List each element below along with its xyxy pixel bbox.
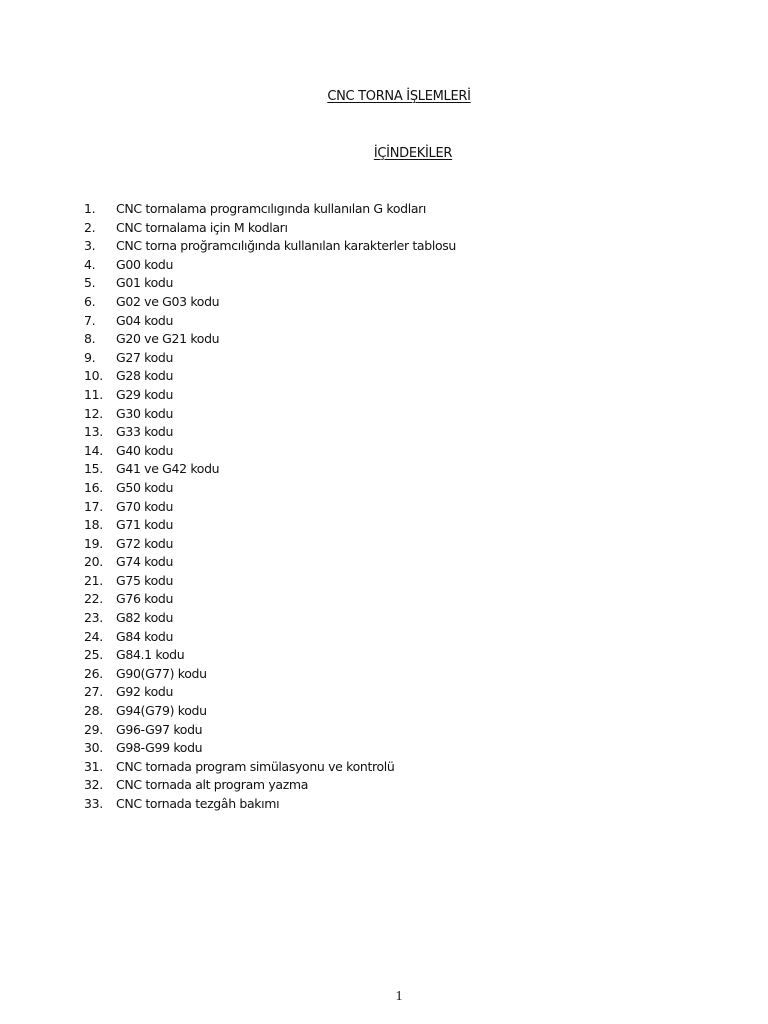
toc-item — [84, 312, 456, 331]
toc-item-number: 33. — [84, 796, 103, 811]
page-number: 1 — [395, 989, 403, 1004]
toc-item — [84, 739, 456, 758]
toc-item — [84, 423, 456, 442]
toc-item-text: G74 kodu — [116, 554, 174, 570]
toc-item-text: G28 kodu — [116, 368, 174, 384]
toc-item — [84, 479, 456, 498]
toc-item — [84, 758, 456, 777]
toc-item — [84, 665, 456, 684]
toc-item-text: G41 ve G42 kodu — [116, 461, 220, 477]
toc-item — [84, 553, 456, 572]
toc-item — [84, 498, 456, 517]
toc-item-number: 5. — [84, 275, 96, 291]
toc-item — [84, 776, 456, 795]
toc-item-text: G84.1 kodu — [116, 647, 185, 663]
toc-item — [84, 646, 456, 665]
toc-item-text: G00 kodu — [116, 256, 174, 272]
toc-item-number: 13. — [84, 424, 103, 440]
toc-item-text: G96-G97 kodu — [116, 721, 203, 737]
toc-item-number: 25. — [84, 647, 103, 663]
toc-item-number: 20. — [84, 554, 103, 570]
toc-item — [84, 405, 456, 424]
toc-item-text: G50 kodu — [116, 479, 174, 495]
toc-heading: İÇİNDEKİLER — [373, 146, 453, 161]
toc-item — [84, 460, 456, 479]
toc-item-text: G70 kodu — [116, 498, 174, 514]
toc-item — [84, 535, 456, 554]
toc-item-number: 24. — [84, 628, 103, 644]
toc-item-text: G84 kodu — [116, 628, 174, 644]
toc-item-number: 1. — [84, 201, 96, 216]
toc-item — [84, 293, 456, 312]
toc-item — [84, 274, 456, 293]
toc-item-number: 32. — [84, 777, 103, 793]
toc-item — [84, 572, 456, 591]
toc-item-text: CNC tornada program simülasyonu ve kontrolü — [116, 758, 395, 774]
toc-item — [84, 795, 456, 814]
table-of-contents — [84, 200, 456, 814]
toc-item-number: 16. — [84, 479, 103, 495]
document-title: CNC TORNA İŞLEMLERİ — [327, 89, 471, 104]
toc-item — [84, 516, 456, 535]
toc-item — [84, 702, 456, 721]
toc-item-text: G01 kodu — [116, 275, 174, 291]
toc-item-number: 17. — [84, 498, 103, 514]
toc-item-number: 12. — [84, 405, 103, 421]
toc-item-text: G92 kodu — [116, 684, 174, 700]
toc-item — [84, 721, 456, 740]
toc-item-number: 29. — [84, 721, 103, 737]
toc-item-text: G33 kodu — [116, 424, 174, 440]
toc-item-text: CNC tornada tezgâh bakımı — [116, 796, 280, 811]
toc-item-number: 28. — [84, 703, 103, 719]
toc-item-text: G76 kodu — [116, 591, 174, 607]
toc-item-number: 30. — [84, 740, 103, 756]
toc-item-number: 18. — [84, 517, 103, 533]
toc-item-text: G40 kodu — [116, 442, 174, 458]
toc-item-text: G02 ve G03 kodu — [116, 293, 220, 309]
toc-item-number: 10. — [84, 368, 103, 384]
toc-item-number: 4. — [84, 256, 96, 272]
toc-item-text: G82 kodu — [116, 610, 174, 626]
toc-item — [84, 609, 456, 628]
toc-item-number: 27. — [84, 684, 103, 700]
toc-item — [84, 237, 456, 256]
toc-item-text: CNC tornada alt program yazma — [116, 777, 309, 793]
toc-item — [84, 200, 456, 219]
toc-item-text: CNC tornalama için M kodları — [116, 219, 288, 235]
toc-item-number: 3. — [84, 238, 96, 254]
toc-item-number: 15. — [84, 461, 103, 477]
toc-item-number: 7. — [84, 312, 96, 328]
toc-item-number: 21. — [84, 572, 103, 588]
toc-item-text: G72 kodu — [116, 535, 174, 551]
toc-item-number: 11. — [84, 386, 103, 402]
toc-item-text: G71 kodu — [116, 517, 174, 533]
toc-item-number: 26. — [84, 665, 103, 681]
toc-item-text: G20 ve G21 kodu — [116, 331, 220, 347]
toc-item — [84, 386, 456, 405]
toc-item-text: CNC tornalama programcılıgında kullanılan G kodları — [116, 201, 427, 216]
toc-item — [84, 349, 456, 368]
toc-item-text: G94(G79) kodu — [116, 703, 207, 719]
toc-item-number: 23. — [84, 610, 103, 626]
toc-item — [84, 683, 456, 702]
toc-item-number: 31. — [84, 758, 103, 774]
toc-item-text: G29 kodu — [116, 386, 174, 402]
toc-item-text: G30 kodu — [116, 405, 174, 421]
toc-item — [84, 367, 456, 386]
toc-item-text: G90(G77) kodu — [116, 665, 207, 681]
toc-item-text: G98-G99 kodu — [116, 740, 203, 756]
toc-item-number: 22. — [84, 591, 103, 607]
toc-item — [84, 330, 456, 349]
toc-item-text: CNC torna proğramcılığında kullanılan karakterler tablosu — [116, 238, 456, 254]
toc-item-number: 8. — [84, 331, 96, 347]
toc-item-number: 9. — [84, 349, 96, 365]
toc-item-number: 2. — [84, 219, 96, 235]
toc-item — [84, 590, 456, 609]
toc-item — [84, 219, 456, 238]
toc-item-number: 14. — [84, 442, 103, 458]
toc-item — [84, 256, 456, 275]
toc-item — [84, 628, 456, 647]
toc-item-text: G04 kodu — [116, 312, 174, 328]
toc-item-text: G27 kodu — [116, 349, 174, 365]
toc-item-number: 6. — [84, 293, 96, 309]
toc-item — [84, 442, 456, 461]
toc-item-text: G75 kodu — [116, 572, 174, 588]
toc-item-number: 19. — [84, 535, 103, 551]
